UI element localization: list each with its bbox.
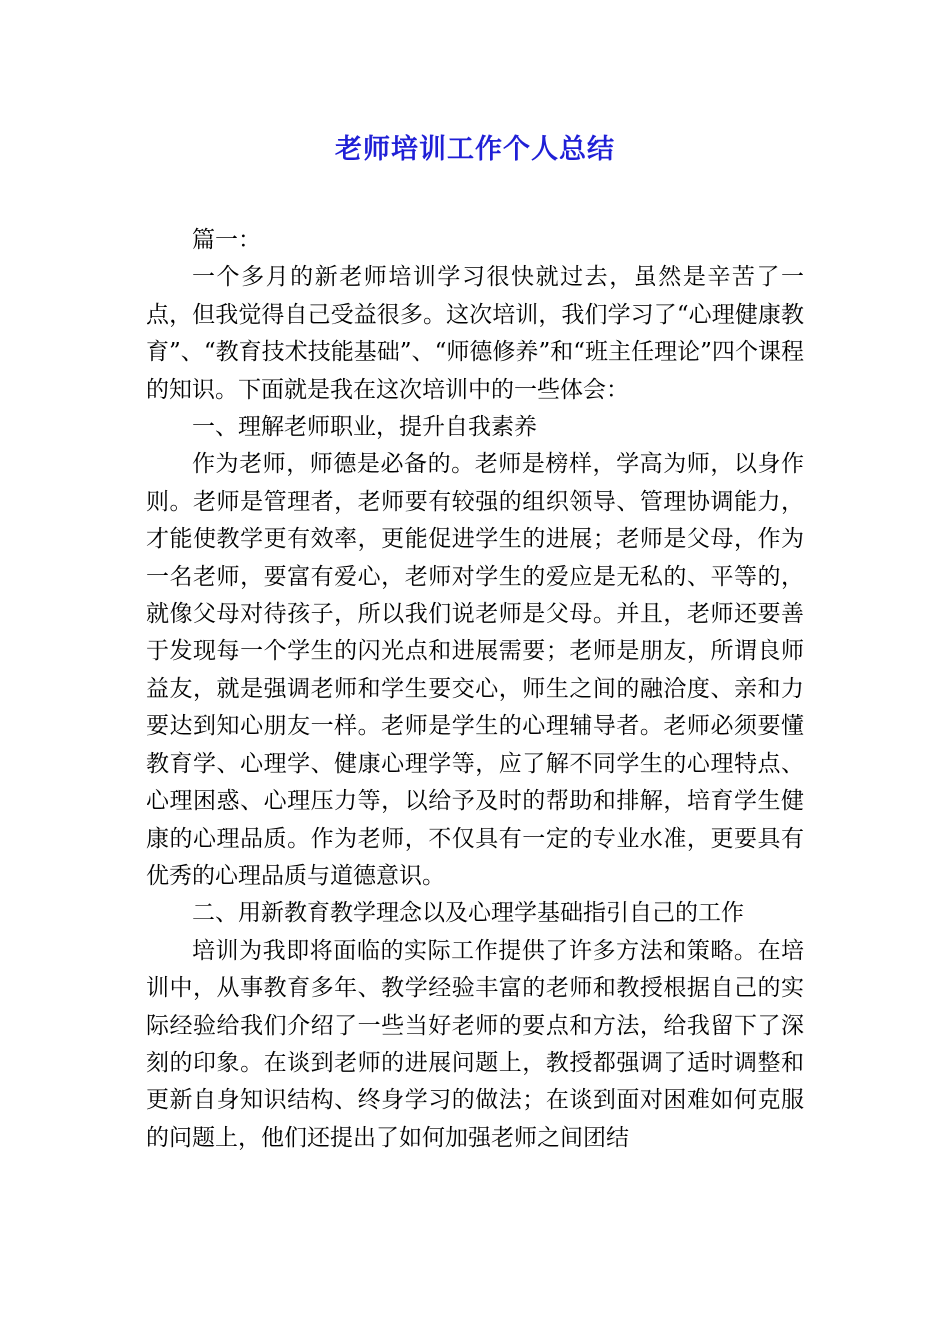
section-heading-2: 二、用新教育教学理念以及心理学基础指引自己的工作 — [192, 900, 744, 927]
document-body — [146, 222, 804, 1157]
section-2-paragraph: 培训为我即将面临的实际工作提供了许多方法和策略。在培训中，从事教育多年、教学经验丰富的老师和教授根据自己的实际经验给我们介绍了一些当好老师的要点和方法，给我留下了深刻的印象。在谈到老师的进展问题上，教授都强调了适时调整和更新自身知识结构、终身学习的做法；在谈到面对困难如何克服的问题上，他们还提出了如何加强老师之间团结 — [146, 937, 804, 1151]
document-title: 老师培训工作个人总结 — [335, 134, 615, 165]
section-label: 篇一： — [192, 227, 261, 253]
section-heading-1: 一、理解老师职业，提升自我素养 — [192, 414, 537, 441]
intro-paragraph: 一个多月的新老师培训学习很快就过去，虽然是辛苦了一点，但我觉得自己受益很多。这次培训，我们学习了“心理健康教育”、“教育技术技能基础”、“师德修养”和“班主任理论”四个课程的知识。下面就是我在这次培训中的一些体会： — [146, 264, 804, 403]
section-1-paragraph: 作为老师，师德是必备的。老师是榜样，学高为师，以身作则。老师是管理者，老师要有较强的组织领导、管理协调能力，才能使教学更有效率，更能促进学生的进展；老师是父母，作为一名老师，要富有爱心，老师对学生的爱应是无私的、平等的，就像父母对待孩子，所以我们说老师是父母。并且，老师还要善于发现每一个学生的闪光点和进展需要；老师是朋友，所谓良师益友，就是强调老师和学生要交心，师生之间的融洽度、亲和力要达到知心朋友一样。老师是学生的心理辅导者。老师必须要懂教育学、心理学、健康心理学等，应了解不同学生的心理特点、心理困惑、心理压力等，以给予及时的帮助和排解，培育学生健康的心理品质。作为老师，不仅具有一定的专业水准，更要具有优秀的心理品质与道德意识。 — [146, 451, 804, 889]
